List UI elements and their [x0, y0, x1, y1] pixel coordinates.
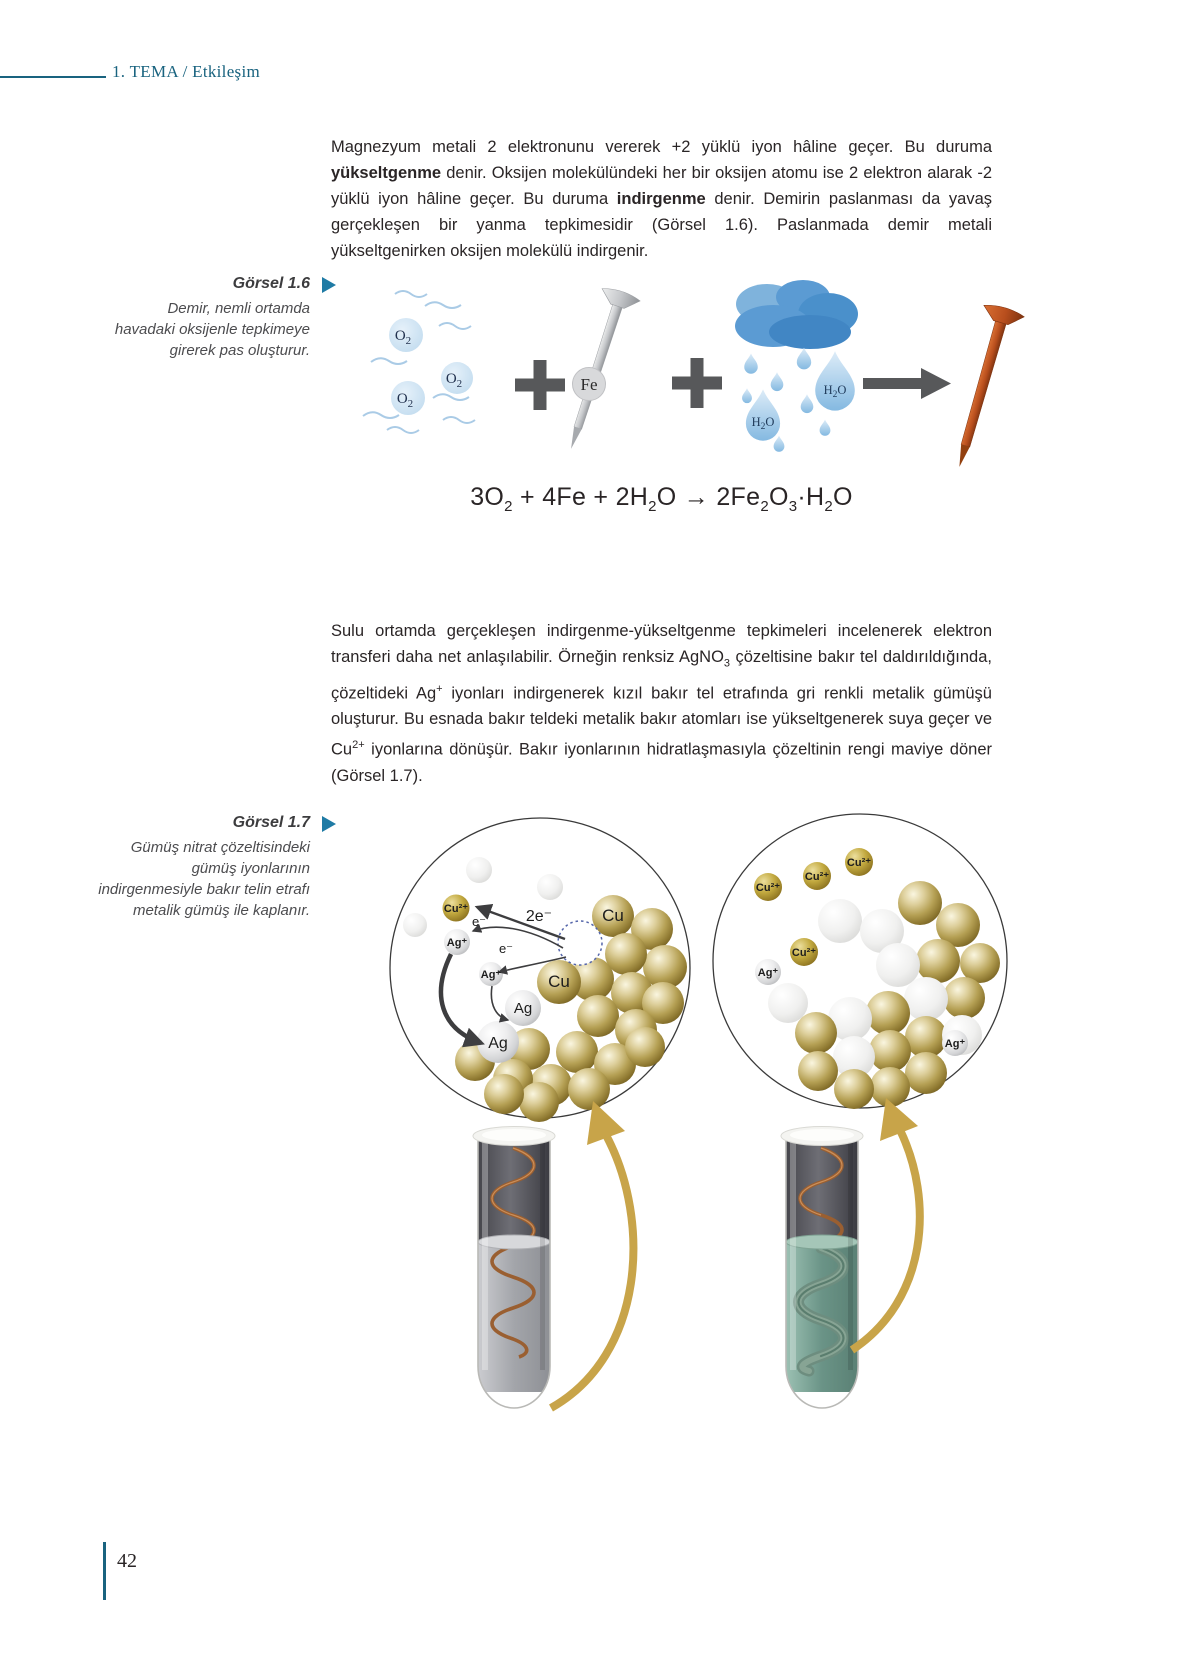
cu-ion-label: Cu²⁺: [755, 882, 781, 894]
paragraph-redox-intro: Magnezyum metali 2 elektronunu vererek +2 yüklü iyon hâline geçer. Bu duruma yükseltgenme denir. Oksijen molekülündeki her bir oksijen atomu ise 2 elektron alarak -2 yüklü iyon hâline geçer. Bu duruma indirgenme denir. Demirin paslanması da yavaş gerçekleşen bir yanma tepkimesidir (Görsel 1.6). Paslanmada demir metali yükseltgenirken oksijen molekülü indirgenir.: [331, 137, 992, 260]
chemical-equation: $3O_2 + 4Fe + 2H_2O \to 2Fe_2O_3\cdot H_2O$: [470, 483, 853, 515]
vacancy-dotted-circle: [558, 921, 602, 965]
cu-ion-label: Cu²⁺: [443, 903, 469, 915]
figure-1-6-illustration: [355, 276, 1035, 476]
page-number: 42: [117, 1550, 137, 1572]
two-electrons-label: 2e⁻: [525, 908, 553, 925]
cu-ion-label: Cu²⁺: [804, 871, 830, 883]
electron-label: e⁻: [471, 914, 487, 929]
plus-icon: [515, 360, 565, 410]
air-wave-lines: [363, 291, 475, 433]
ag-ion-label: Ag⁺: [480, 969, 502, 981]
o2-label: $O_2$: [445, 371, 463, 390]
h2o-label: $H_2O$: [751, 415, 775, 432]
iron-nail: [552, 285, 641, 455]
term-indirgenme: indirgenme: [616, 189, 706, 208]
cu-ion-label: Cu²⁺: [846, 857, 872, 869]
ag-ion-label: Ag⁺: [944, 1038, 966, 1050]
h2o-droplet: [815, 351, 855, 410]
figure-1-7-caption-text: Gümüş nitrat çözeltisindeki gümüş iyonlarının indirgenmesiyle bakır telin etrafı metalik gümüş ile kaplanır.: [98, 839, 310, 919]
term-yukseltgenme: yükseltgenme: [331, 163, 442, 182]
solution-circle-after: [712, 813, 1008, 1109]
figure-1-7-caption: [95, 813, 310, 921]
fe-label: Fe: [580, 375, 598, 394]
o2-label: $O_2$: [394, 328, 412, 347]
h2o-label: $H_2O$: [823, 383, 847, 400]
plus-icon: [672, 358, 722, 408]
reaction-arrow-icon: [863, 368, 951, 399]
rain-drops: [742, 348, 855, 452]
caption-triangle-icon: [322, 277, 336, 293]
magnify-arrow-left: [533, 1093, 683, 1438]
ag-ion-label: Ag⁺: [757, 967, 779, 979]
figure-1-6-caption: [110, 274, 310, 361]
rain-cloud-icon: [735, 280, 858, 349]
page-header: 1. TEMA / Etkileşim: [112, 62, 261, 81]
magnify-arrow-right: [840, 1088, 970, 1398]
header-rule: [0, 76, 106, 78]
cu-ion-label: Cu²⁺: [791, 947, 817, 959]
ag-atom-label: Ag: [513, 1000, 533, 1017]
cu-atom-label: Cu: [602, 906, 624, 925]
figure-1-6-label: Görsel 1.6: [232, 275, 310, 292]
oxygen-molecules: [363, 291, 475, 433]
ag-atom-label: Ag: [488, 1035, 508, 1052]
rusty-nail: [939, 302, 1025, 473]
caption-triangle-icon: [322, 816, 336, 832]
figure-1-6-caption-text: Demir, nemli ortamda havadaki oksijenle tepkimeye girerek pas oluşturur.: [114, 300, 310, 359]
electron-label: e⁻: [498, 941, 514, 956]
paragraph-solution-redox: Sulu ortamda gerçekleşen indirgenme-yükseltgenme tepkimeleri incelenerek elektron transferi daha net anlaşılabilir. Örneğin renksiz AgNO$_3$ çözeltisine bakır tel daldırıldığında, çözeltideki Ag+ iyonları indirgenerek kızıl bakır tel etrafında gri renkli metalik gümüşü oluşturur. Bu esnada bakır teldeki metalik bakır atomları ise yükseltgenerek suya geçer ve $Cu^{2+}$ iyonlarına dönüşür. Bakır iyonlarının hidratlaşmasıyla çözeltinin rengi maviye döner (Görsel 1.7).: [331, 621, 992, 785]
solution-circle-before: [389, 817, 691, 1119]
o2-label: $O_2$: [396, 391, 414, 410]
figure-1-7-label: Görsel 1.7: [232, 814, 310, 831]
page-number-rule: [103, 1542, 106, 1600]
cu-atom-label: Cu: [548, 972, 570, 991]
ag-ion-label: Ag⁺: [446, 937, 468, 949]
